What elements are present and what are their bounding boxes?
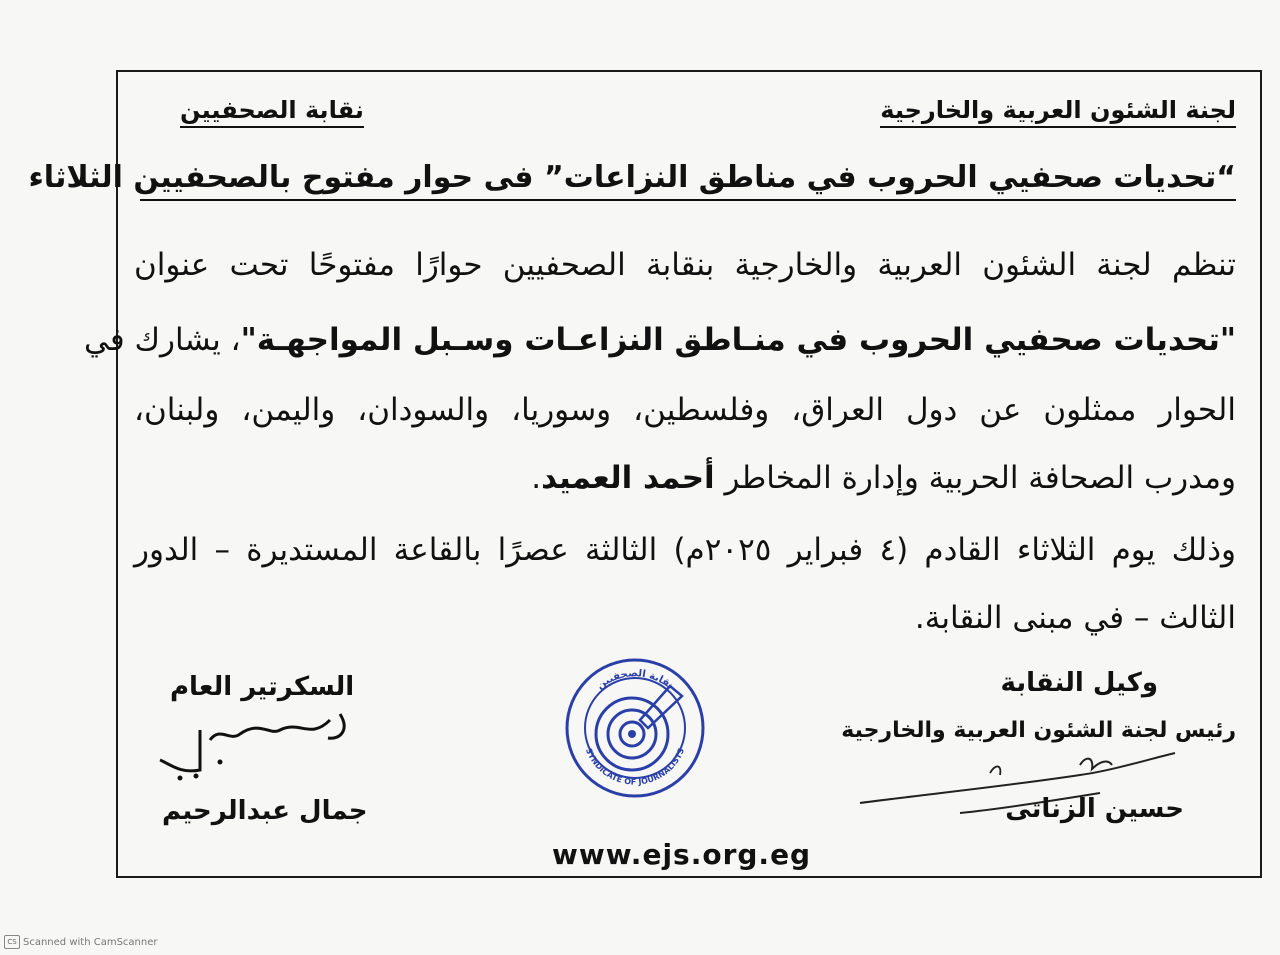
syndicate-heading: نقابة الصحفيين <box>180 96 364 128</box>
scanner-watermark <box>4 935 158 949</box>
deputy-name: حسين الزناتى <box>1005 794 1184 824</box>
secretary-role: السكرتير العام <box>170 672 355 702</box>
event-title-quote: "تحديات صحفيي الحروب في منـاطق النزاعـات وسـبل المواجهـة" <box>240 322 1236 358</box>
camscanner-icon: CS <box>4 935 20 949</box>
committee-head-role: رئيس لجنة الشئون العربية والخارجية <box>841 718 1236 743</box>
body-line-2 <box>83 322 1236 358</box>
seal-arabic-text: نقابة الصحفيين <box>594 668 676 692</box>
body-line-3: الحوار ممثلون عن دول العراق، وفلسطين، وسوريا، والسودان، واليمن، ولبنان، <box>134 392 1236 428</box>
body-line-2-rest: ، يشارك في <box>83 322 241 358</box>
scanner-text: Scanned with CamScanner <box>23 936 158 948</box>
trainer-name: أحمد العميد <box>541 460 715 496</box>
body-line-6: الثالث – في مبنى النقابة. <box>914 600 1236 636</box>
website-link[interactable]: www.ejs.org.eg <box>552 838 812 871</box>
signature-left-icon <box>140 700 380 790</box>
body-line-1: تنظم لجنة الشئون العربية والخارجية بنقابة الصحفيين حوارًا مفتوحًا تحت عنوان <box>134 247 1236 283</box>
committee-heading: لجنة الشئون العربية والخارجية <box>880 96 1236 128</box>
deputy-role: وكيل النقابة <box>1000 668 1158 698</box>
secretary-name: جمال عبدالرحيم <box>162 796 368 826</box>
announcement-title: “تحديات صحفيي الحروب في مناطق النزاعات” فى حوار مفتوح بالصحفيين الثلاثاء <box>140 160 1236 201</box>
body-line-4-end: . <box>531 460 542 496</box>
body-line-4 <box>134 460 1236 496</box>
seal-english-text: SYNDICATE OF JOURNALISTS <box>583 746 687 787</box>
body-line-5: وذلك يوم الثلاثاء القادم (٤ فبراير ٢٠٢٥م) الثالثة عصرًا بالقاعة المستديرة – الدور <box>134 532 1237 568</box>
syndicate-seal-icon <box>560 650 710 810</box>
body-line-4-start: ومدرب الصحافة الحربية وإدارة المخاطر <box>724 460 1236 496</box>
